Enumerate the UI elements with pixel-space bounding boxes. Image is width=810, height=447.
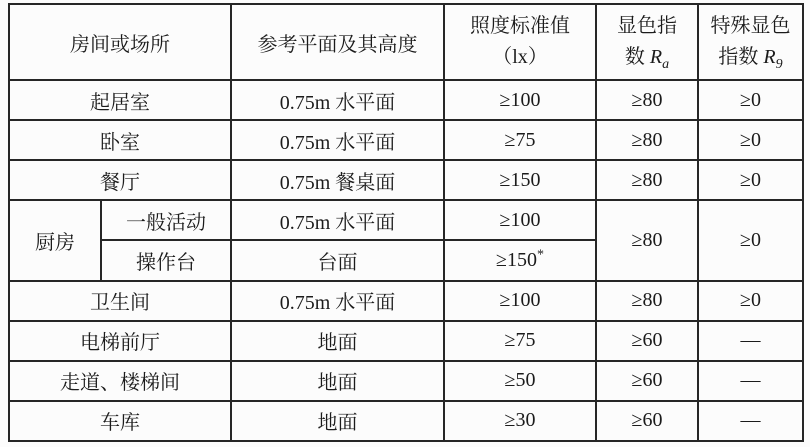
header-cri-subscript: a (662, 57, 670, 73)
cell-plane: 0.75m 水平面 (231, 281, 444, 321)
cell-lux: ≥100 (444, 200, 596, 240)
cell-room-sub: 一般活动 (101, 200, 231, 240)
cell-plane: 0.75m 餐桌面 (231, 160, 444, 200)
cell-cri: ≥80 (596, 160, 698, 200)
header-cell-room: 房间或场所 (9, 4, 231, 80)
table-row (9, 361, 803, 401)
table-row (9, 200, 803, 240)
header-scri-line1: 特殊显色 (710, 15, 791, 38)
table-row (9, 80, 803, 120)
cell-room-kitchen: 厨房 (9, 200, 101, 280)
cell-lux: ≥50 (444, 361, 596, 401)
cell-cri: ≥80 (596, 200, 698, 280)
cell-cri: ≥60 (596, 321, 698, 361)
cell-lux (444, 240, 596, 280)
header-cri-line2-prefix: 数 (624, 46, 650, 69)
header-cell-plane: 参考平面及其高度 (231, 4, 444, 80)
lux-asterisk: * (536, 247, 544, 263)
cell-room: 车库 (9, 401, 231, 441)
cell-plane: 台面 (231, 240, 444, 280)
cell-lux: ≥150 (444, 160, 596, 200)
header-illuminance-line2: （lx） (492, 46, 548, 69)
header-cri-line1: 显色指 (617, 15, 677, 38)
cell-plane: 地面 (231, 361, 444, 401)
cell-cri: ≥80 (596, 80, 698, 120)
cell-lux: ≥75 (444, 321, 596, 361)
header-cell-scri (698, 4, 803, 80)
cell-scri: — (698, 321, 803, 361)
cell-cri: ≥80 (596, 281, 698, 321)
cell-plane: 地面 (231, 401, 444, 441)
cell-plane: 地面 (231, 321, 444, 361)
cell-room-sub: 操作台 (101, 240, 231, 280)
header-scri-line2 (699, 42, 802, 73)
header-scri-symbol: R (763, 46, 776, 69)
cell-cri: ≥80 (596, 120, 698, 160)
cell-room: 电梯前厅 (9, 321, 231, 361)
table-row (9, 120, 803, 160)
cell-scri: ≥0 (698, 281, 803, 321)
cell-scri: — (698, 401, 803, 441)
cell-lux: ≥30 (444, 401, 596, 441)
table-header-row (9, 4, 803, 80)
cell-lux: ≥100 (444, 80, 596, 120)
header-cri-line2 (597, 42, 697, 73)
header-cell-illuminance (444, 4, 596, 80)
header-illuminance-line1: 照度标准值 (470, 15, 570, 38)
table-row (9, 401, 803, 441)
cell-cri: ≥60 (596, 361, 698, 401)
cell-cri: ≥60 (596, 401, 698, 441)
cell-plane: 0.75m 水平面 (231, 80, 444, 120)
cell-plane: 0.75m 水平面 (231, 200, 444, 240)
cell-lux: ≥75 (444, 120, 596, 160)
header-cell-cri (596, 4, 698, 80)
cell-scri: — (698, 361, 803, 401)
cell-room: 卫生间 (9, 281, 231, 321)
table-row (9, 281, 803, 321)
cell-lux: ≥100 (444, 281, 596, 321)
cell-scri: ≥0 (698, 160, 803, 200)
lux-value: ≥150 (496, 249, 537, 272)
table-row (9, 160, 803, 200)
cell-room: 餐厅 (9, 160, 231, 200)
header-scri-line2-prefix: 指数 (718, 46, 764, 69)
cell-room: 走道、楼梯间 (9, 361, 231, 401)
cell-room: 卧室 (9, 120, 231, 160)
cell-scri: ≥0 (698, 80, 803, 120)
cell-plane: 0.75m 水平面 (231, 120, 444, 160)
lighting-standards-table (8, 3, 804, 442)
table-row (9, 321, 803, 361)
cell-scri: ≥0 (698, 120, 803, 160)
cell-room: 起居室 (9, 80, 231, 120)
header-cri-symbol: R (649, 46, 663, 69)
cell-scri: ≥0 (698, 200, 803, 280)
header-scri-subscript: 9 (775, 57, 783, 73)
